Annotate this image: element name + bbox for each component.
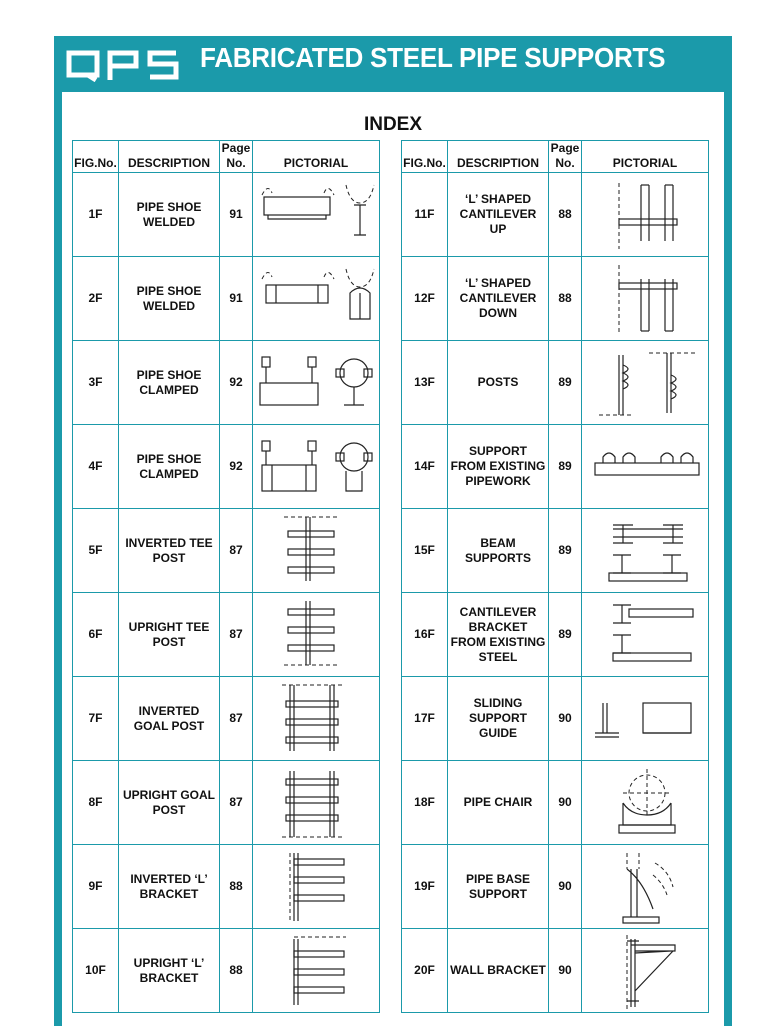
table-row: [73, 341, 380, 425]
pictorial-cell: [582, 677, 709, 761]
fig-no-cell: 3F: [73, 341, 119, 425]
table-row: [73, 677, 380, 761]
description-cell: POSTS: [448, 341, 549, 425]
description-cell: PIPE SHOE CLAMPED: [119, 341, 220, 425]
description-cell: INVERTED ‘L’ BRACKET: [119, 845, 220, 929]
fig-no-cell: 9F: [73, 845, 119, 929]
description-cell: INVERTED TEE POST: [119, 509, 220, 593]
pictorial-cell: [582, 929, 709, 1013]
description-cell: SUPPORT FROM EXISTING PIPEWORK: [448, 425, 549, 509]
pipe-shoe-welded-icon: [254, 175, 378, 255]
fig-no-cell: 15F: [402, 509, 448, 593]
pictorial-cell: [253, 761, 380, 845]
inverted-tee-post-icon: [254, 511, 378, 591]
page-no-cell: 88: [549, 257, 582, 341]
pictorial-cell: [253, 257, 380, 341]
table-row: [402, 845, 709, 929]
table-header-row: [73, 141, 380, 173]
description-cell: UPRIGHT ‘L’ BRACKET: [119, 929, 220, 1013]
page-no-cell: 89: [549, 509, 582, 593]
pictorial-cell: [582, 593, 709, 677]
table-row: [402, 593, 709, 677]
page-no-cell: 89: [549, 593, 582, 677]
upright-goal-post-icon: [254, 763, 378, 843]
table-row: [73, 845, 380, 929]
table-row: [402, 929, 709, 1013]
l-cantilever-down-icon: [583, 259, 707, 339]
pipe-shoe-welded-2-icon: [254, 259, 378, 339]
page-no-cell: 90: [549, 929, 582, 1013]
pictorial-cell: [253, 593, 380, 677]
column-header-page-line2: No.: [555, 156, 575, 170]
table-row: [402, 425, 709, 509]
page-no-cell: 90: [549, 761, 582, 845]
fig-no-cell: 19F: [402, 845, 448, 929]
fig-no-cell: 20F: [402, 929, 448, 1013]
page-no-cell: 92: [220, 341, 253, 425]
pictorial-cell: [582, 425, 709, 509]
pictorial-cell: [253, 677, 380, 761]
fig-no-cell: 7F: [73, 677, 119, 761]
description-cell: UPRIGHT GOAL POST: [119, 761, 220, 845]
right-rows: [402, 173, 709, 1013]
page-no-cell: 87: [220, 509, 253, 593]
column-header-pictorial: PICTORIAL: [582, 141, 709, 173]
description-cell: CANTILEVER BRACKET FROM EXISTING STEEL: [448, 593, 549, 677]
page-no-cell: 90: [549, 845, 582, 929]
pipe-shoe-clamped-2-icon: [254, 427, 378, 507]
column-header-description: DESCRIPTION: [119, 141, 220, 173]
table-row: [402, 677, 709, 761]
table-row: [402, 173, 709, 257]
column-header-fig: FIG.No.: [402, 141, 448, 173]
page-no-cell: 87: [220, 677, 253, 761]
column-header-page-line1: Page: [550, 141, 580, 155]
upright-l-bracket-icon: [254, 931, 378, 1011]
page-no-cell: 88: [549, 173, 582, 257]
fig-no-cell: 2F: [73, 257, 119, 341]
table-row: [402, 509, 709, 593]
pictorial-cell: [253, 509, 380, 593]
table-row: [73, 257, 380, 341]
pictorial-cell: [582, 257, 709, 341]
fig-no-cell: 10F: [73, 929, 119, 1013]
index-title: INDEX: [363, 114, 423, 135]
table-row: [73, 425, 380, 509]
fig-no-cell: 17F: [402, 677, 448, 761]
wall-bracket-icon: [583, 931, 707, 1011]
description-cell: ‘L’ SHAPED CANTILEVER DOWN: [448, 257, 549, 341]
table-row: [73, 173, 380, 257]
table-row: [73, 929, 380, 1013]
posts-icon: [583, 343, 707, 423]
fig-no-cell: 5F: [73, 509, 119, 593]
column-header-fig: FIG.No.: [73, 141, 119, 173]
description-cell: SLIDING SUPPORT GUIDE: [448, 677, 549, 761]
page-frame: [54, 36, 732, 1026]
fig-no-cell: 6F: [73, 593, 119, 677]
inverted-l-bracket-icon: [254, 847, 378, 927]
table-header-row: [402, 141, 709, 173]
inverted-goal-post-icon: [254, 679, 378, 759]
fig-no-cell: 18F: [402, 761, 448, 845]
table-row: [402, 341, 709, 425]
description-cell: PIPE SHOE WELDED: [119, 173, 220, 257]
pictorial-cell: [253, 845, 380, 929]
description-cell: PIPE CHAIR: [448, 761, 549, 845]
pictorial-cell: [253, 341, 380, 425]
description-cell: ‘L’ SHAPED CANTILEVER UP: [448, 173, 549, 257]
upright-tee-post-icon: [254, 595, 378, 675]
pictorial-cell: [582, 509, 709, 593]
pictorial-cell: [582, 761, 709, 845]
fig-no-cell: 12F: [402, 257, 448, 341]
pictorial-cell: [582, 173, 709, 257]
pictorial-cell: [582, 845, 709, 929]
pictorial-cell: [582, 341, 709, 425]
left-rows: [73, 173, 380, 1013]
description-cell: INVERTED GOAL POST: [119, 677, 220, 761]
fig-no-cell: 14F: [402, 425, 448, 509]
page-title: FABRICATED STEEL PIPE SUPPORTS: [200, 42, 666, 73]
column-header-description: DESCRIPTION: [448, 141, 549, 173]
page-no-cell: 88: [220, 845, 253, 929]
header-bar: [54, 36, 732, 92]
page-no-cell: 91: [220, 173, 253, 257]
column-header-pictorial: PICTORIAL: [253, 141, 380, 173]
index-table-right: [401, 140, 709, 1013]
l-cantilever-up-icon: [583, 175, 707, 255]
pictorial-cell: [253, 173, 380, 257]
description-cell: WALL BRACKET: [448, 929, 549, 1013]
description-cell: PIPE SHOE CLAMPED: [119, 425, 220, 509]
page-no-cell: 87: [220, 761, 253, 845]
index-table-left: [72, 140, 380, 1013]
description-cell: PIPE SHOE WELDED: [119, 257, 220, 341]
fig-no-cell: 13F: [402, 341, 448, 425]
table-row: [402, 257, 709, 341]
pictorial-cell: [253, 929, 380, 1013]
column-header-page: [549, 141, 582, 173]
page-no-cell: 90: [549, 677, 582, 761]
column-header-page-line2: No.: [226, 156, 246, 170]
page-no-cell: 92: [220, 425, 253, 509]
table-row: [73, 509, 380, 593]
table-row: [402, 761, 709, 845]
fig-no-cell: 8F: [73, 761, 119, 845]
index-panel: [62, 92, 724, 1026]
fig-no-cell: 11F: [402, 173, 448, 257]
pipe-base-support-icon: [583, 847, 707, 927]
table-row: [73, 593, 380, 677]
pipe-shoe-clamped-icon: [254, 343, 378, 423]
fig-no-cell: 1F: [73, 173, 119, 257]
column-header-page: [220, 141, 253, 173]
sliding-support-guide-icon: [583, 679, 707, 759]
column-header-page-line1: Page: [221, 141, 251, 155]
description-cell: BEAM SUPPORTS: [448, 509, 549, 593]
description-cell: PIPE BASE SUPPORT: [448, 845, 549, 929]
pictorial-cell: [253, 425, 380, 509]
fig-no-cell: 4F: [73, 425, 119, 509]
support-existing-pipework-icon: [583, 427, 707, 507]
pipe-chair-icon: [583, 763, 707, 843]
page-no-cell: 89: [549, 341, 582, 425]
page-no-cell: 91: [220, 257, 253, 341]
qps-logo: [66, 48, 182, 82]
page-no-cell: 89: [549, 425, 582, 509]
page-no-cell: 87: [220, 593, 253, 677]
description-cell: UPRIGHT TEE POST: [119, 593, 220, 677]
table-row: [73, 761, 380, 845]
beam-supports-icon: [583, 511, 707, 591]
cantilever-bracket-icon: [583, 595, 707, 675]
page-no-cell: 88: [220, 929, 253, 1013]
fig-no-cell: 16F: [402, 593, 448, 677]
